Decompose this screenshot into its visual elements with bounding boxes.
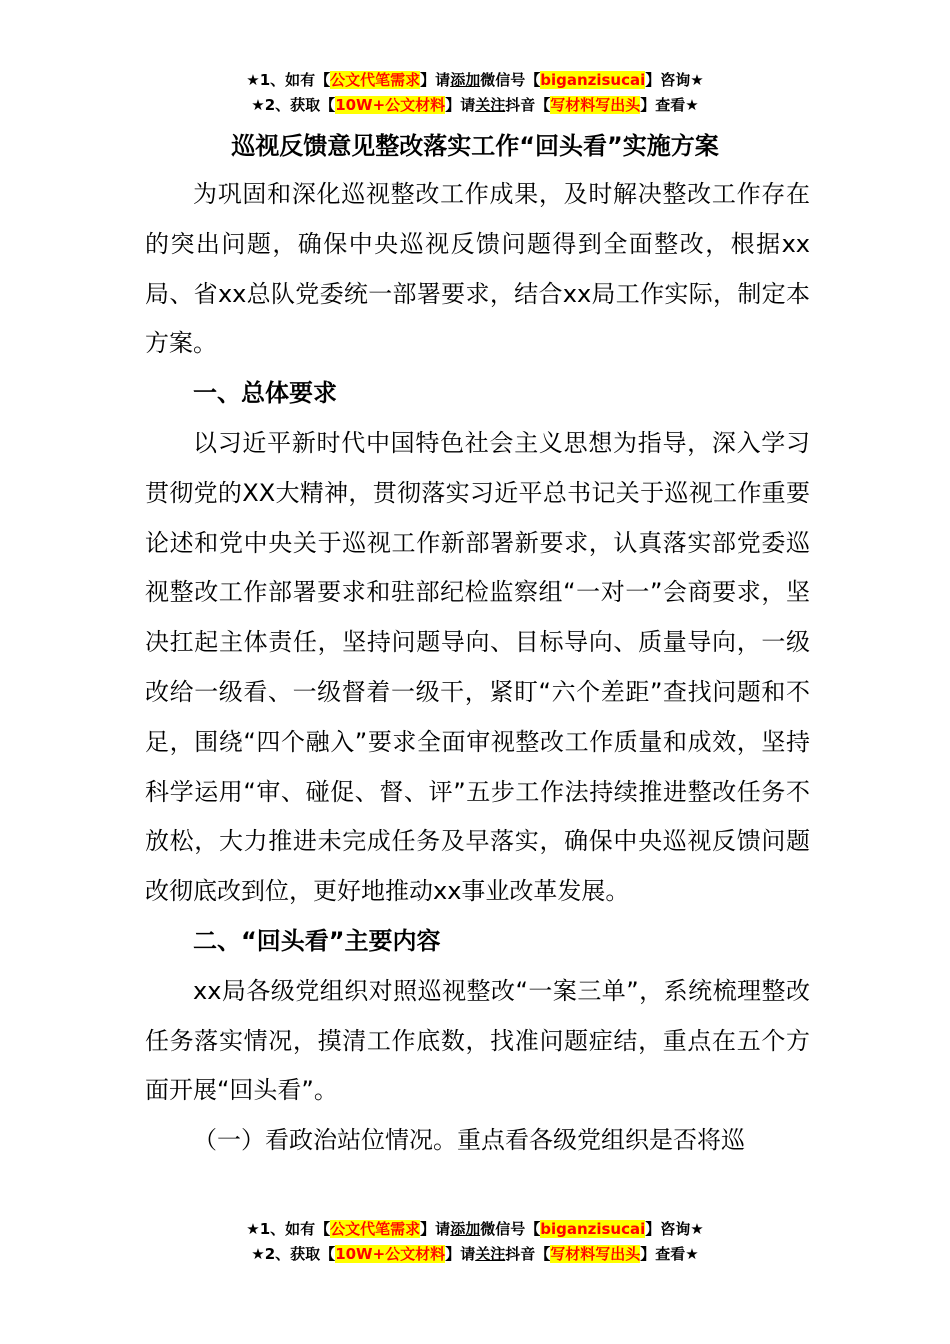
section-1-paragraph: 以习近平新时代中国特色社会主义思想为指导，深入学习贯彻党的XX大精神，贯彻落实习近平总书记关于巡视工作重要论述和党中央关于巡视工作新部署新要求，认真落实部党委巡视整改工作部署要求和驻部纪检监察组“一对一”会商要求，坚决扛起主体责任，坚持问题导向、目标导向、质量导向，一级改给一级看、一级督着一级干，紧盯“六个差距”查找问题和不足，围绕“四个融入”要求全面审视整改工作质量和成效，坚持科学运用“审、碰促、督、评”五步工作法持续推进整改任务不放松，大力推进未完成任务及早落实，确保中央巡视反馈问题改彻底改到位，更好地推动xx事业改革发展。 [145, 428, 810, 906]
bottom-banner [0, 1217, 950, 1267]
banner-text: 】请 [420, 1220, 451, 1238]
document-title: 巡视反馈意见整改落实工作“回头看”实施方案 [231, 132, 719, 160]
banner-text: 】查看★ [640, 1245, 699, 1263]
banner-text: 微信号【 [480, 1220, 541, 1238]
banner-text: 】请 [445, 1245, 476, 1263]
banner-line-2 [0, 93, 950, 118]
banner-highlight: biganzisucai [540, 71, 646, 89]
banner-text: 】请 [445, 96, 476, 114]
section-heading-2: 二、“回头看”主要内容 [193, 926, 441, 955]
banner-text: ★2、获取【 [251, 96, 336, 114]
intro-paragraph: 为巩固和深化巡视整改工作成果，及时解决整改工作存在的突出问题，确保中央巡视反馈问题得到全面整改，根据xx局、省xx总队党委统一部署要求，结合xx局工作实际，制定本方案。 [145, 180, 810, 358]
banner-line-2 [0, 1242, 950, 1267]
banner-underline: 添加 [450, 1220, 481, 1238]
banner-underline: 关注 [475, 1245, 506, 1263]
banner-highlight: 写材料写出头 [550, 1245, 641, 1263]
banner-line-1 [0, 1217, 950, 1242]
banner-text: 微信号【 [480, 71, 541, 89]
banner-text: 】查看★ [640, 96, 699, 114]
banner-text: ★1、如有【 [246, 71, 331, 89]
banner-text: 】咨询★ [645, 1220, 704, 1238]
banner-text: ★2、获取【 [251, 1245, 336, 1263]
section-2-item-1: （一）看政治站位情况。重点看各级党组织是否将巡 [193, 1126, 745, 1155]
banner-highlight: 公文代笔需求 [330, 71, 421, 89]
section-2-paragraph: xx局各级党组织对照巡视整改“一案三单”，系统梳理整改任务落实情况，摸清工作底数，找准问题症结，重点在五个方面开展“回头看”。 [145, 976, 810, 1105]
banner-highlight: 写材料写出头 [550, 96, 641, 114]
banner-highlight: 10W+公文材料 [335, 96, 446, 114]
banner-text: 抖音【 [505, 96, 551, 114]
banner-highlight: 公文代笔需求 [330, 1220, 421, 1238]
banner-underline: 关注 [475, 96, 506, 114]
banner-highlight: biganzisucai [540, 1220, 646, 1238]
banner-text: 】请 [420, 71, 451, 89]
document-body [145, 170, 810, 1166]
banner-text: 】咨询★ [645, 71, 704, 89]
banner-line-1 [0, 68, 950, 93]
banner-text: 抖音【 [505, 1245, 551, 1263]
section-heading-1: 一、总体要求 [193, 379, 337, 408]
banner-highlight: 10W+公文材料 [335, 1245, 446, 1263]
banner-text: ★1、如有【 [246, 1220, 331, 1238]
top-banner [0, 68, 950, 118]
banner-underline: 添加 [450, 71, 481, 89]
